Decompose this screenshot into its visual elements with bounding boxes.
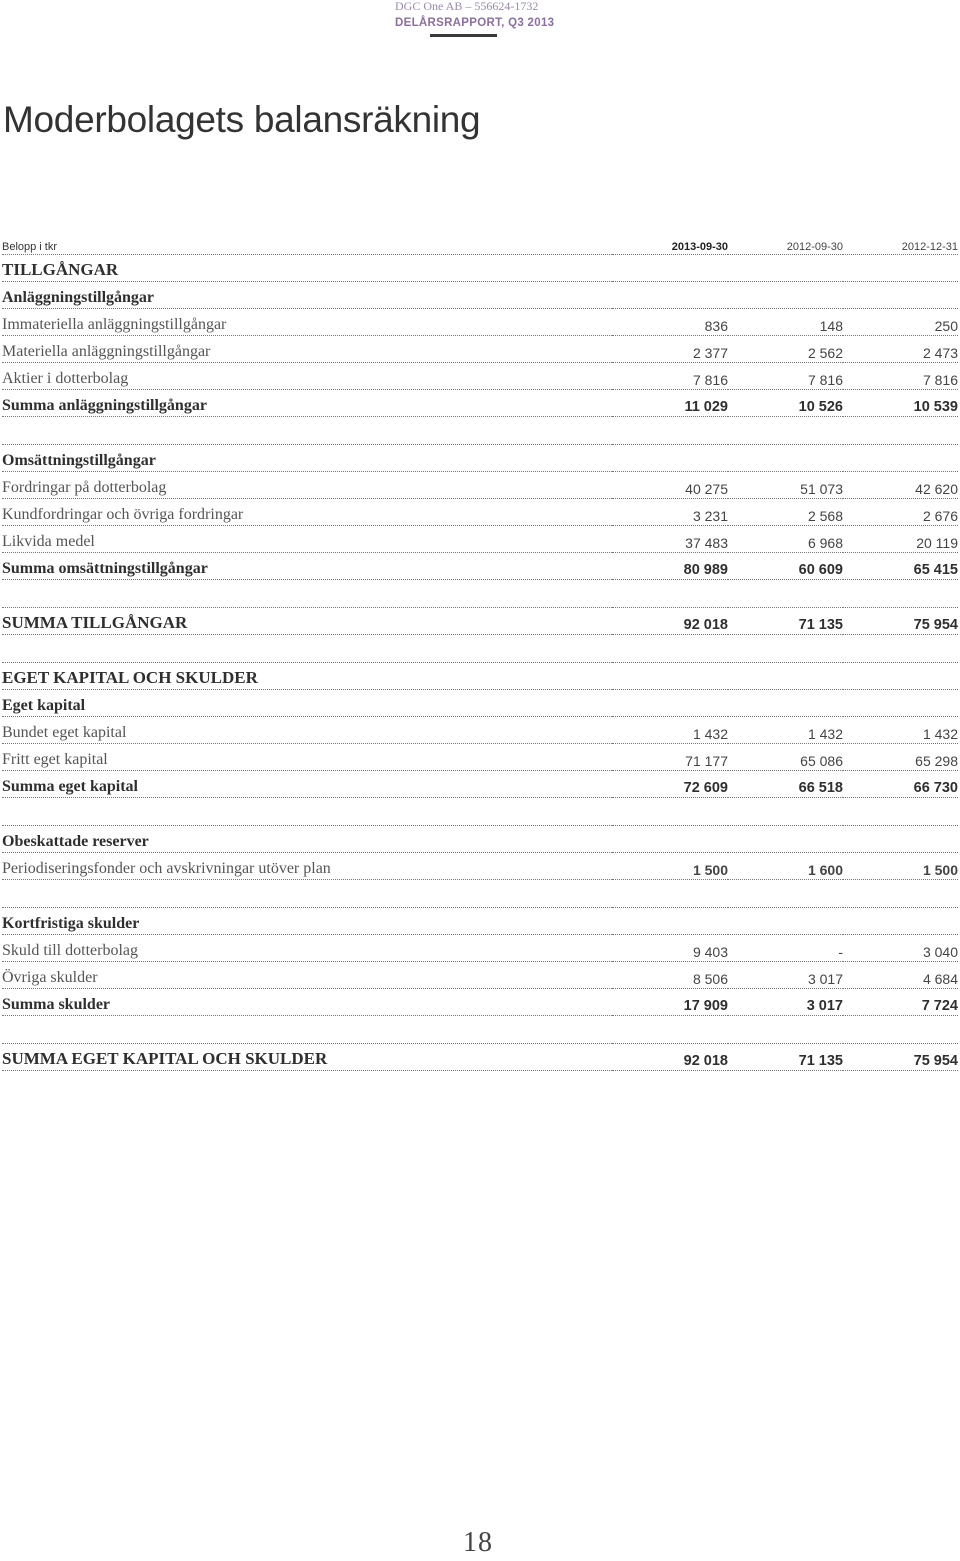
row-label: Omsättningstillgångar xyxy=(2,445,612,472)
value-c2 xyxy=(728,908,843,935)
row-label: Övriga skulder xyxy=(2,962,612,989)
value-c3: 75 954 xyxy=(843,608,958,635)
value-c2: 71 135 xyxy=(728,1044,843,1071)
section-heading-row xyxy=(2,255,958,282)
value-c1: 836 xyxy=(612,309,728,336)
summary-row xyxy=(2,608,958,635)
summary-row xyxy=(2,1044,958,1071)
summary-row xyxy=(2,989,958,1016)
table-row xyxy=(2,336,958,363)
value-c2: 71 135 xyxy=(728,608,843,635)
value-c1: 92 018 xyxy=(612,608,728,635)
value-c3: 65 298 xyxy=(843,744,958,771)
section-heading-row xyxy=(2,663,958,690)
value-c1: 1 432 xyxy=(612,717,728,744)
column-header-2012-09-30: 2012-09-30 xyxy=(728,234,843,255)
spacer-row xyxy=(2,635,958,663)
value-c1: 80 989 xyxy=(612,553,728,580)
summary-row xyxy=(2,771,958,798)
spacer-row xyxy=(2,580,958,608)
value-c1: 7 816 xyxy=(612,363,728,390)
table-row xyxy=(2,744,958,771)
value-c2: 10 526 xyxy=(728,390,843,417)
value-c2 xyxy=(728,255,843,282)
row-label: Aktier i dotterbolag xyxy=(2,363,612,390)
summary-row xyxy=(2,553,958,580)
value-c3 xyxy=(843,445,958,472)
value-c3 xyxy=(843,282,958,309)
value-c3: 2 676 xyxy=(843,499,958,526)
value-c1: 92 018 xyxy=(612,1044,728,1071)
value-c1: 11 029 xyxy=(612,390,728,417)
value-c1: 71 177 xyxy=(612,744,728,771)
value-c1 xyxy=(612,445,728,472)
value-c3 xyxy=(843,690,958,717)
balance-sheet-table xyxy=(2,234,958,1071)
row-label: SUMMA TILLGÅNGAR xyxy=(2,608,612,635)
value-c2: 3 017 xyxy=(728,962,843,989)
value-c1: 40 275 xyxy=(612,472,728,499)
row-label: Summa anläggningstillgångar xyxy=(2,390,612,417)
value-c2 xyxy=(728,282,843,309)
value-c3 xyxy=(843,255,958,282)
value-c2: 51 073 xyxy=(728,472,843,499)
value-c1 xyxy=(612,908,728,935)
row-label: EGET KAPITAL OCH SKULDER xyxy=(2,663,612,690)
row-label: Fritt eget kapital xyxy=(2,744,612,771)
value-c3: 20 119 xyxy=(843,526,958,553)
row-label: Obeskattade reserver xyxy=(2,826,612,853)
value-c3: 7 724 xyxy=(843,989,958,1016)
value-c3: 10 539 xyxy=(843,390,958,417)
row-label: Likvida medel xyxy=(2,526,612,553)
value-c3: 1 432 xyxy=(843,717,958,744)
section-heading-row xyxy=(2,445,958,472)
table-row xyxy=(2,526,958,553)
value-c1: 2 377 xyxy=(612,336,728,363)
column-header-label: Belopp i tkr xyxy=(2,234,612,255)
value-c3: 66 730 xyxy=(843,771,958,798)
value-c2: 60 609 xyxy=(728,553,843,580)
value-c2: 6 968 xyxy=(728,526,843,553)
value-c3 xyxy=(843,826,958,853)
spacer-cell xyxy=(2,1016,958,1044)
section-heading-row xyxy=(2,690,958,717)
value-c1 xyxy=(612,255,728,282)
value-c1: 37 483 xyxy=(612,526,728,553)
value-c1: 1 500 xyxy=(612,853,728,880)
row-label: Summa skulder xyxy=(2,989,612,1016)
value-c2 xyxy=(728,690,843,717)
spacer-row xyxy=(2,880,958,908)
table-row xyxy=(2,853,958,880)
table-row xyxy=(2,472,958,499)
spacer-cell xyxy=(2,580,958,608)
report-line: DELÅRSRAPPORT, Q3 2013 xyxy=(395,17,555,29)
value-c1: 3 231 xyxy=(612,499,728,526)
header-rule xyxy=(430,34,497,37)
section-heading-row xyxy=(2,908,958,935)
value-c2: 1 432 xyxy=(728,717,843,744)
row-label: Periodiseringsfonder och avskrivningar utöver plan xyxy=(2,853,612,880)
row-label: Materiella anläggningstillgångar xyxy=(2,336,612,363)
value-c3: 75 954 xyxy=(843,1044,958,1071)
row-label: SUMMA EGET KAPITAL OCH SKULDER xyxy=(2,1044,612,1071)
value-c1 xyxy=(612,690,728,717)
company-line: DGC One AB – 556624-1732 xyxy=(395,0,539,13)
page-title: Moderbolagets balansräkning xyxy=(3,99,481,140)
value-c1 xyxy=(612,826,728,853)
column-header-2012-12-31: 2012-12-31 xyxy=(843,234,958,255)
spacer-row xyxy=(2,798,958,826)
spacer-cell xyxy=(2,798,958,826)
table-row xyxy=(2,499,958,526)
value-c2: 1 600 xyxy=(728,853,843,880)
value-c1 xyxy=(612,282,728,309)
table-row xyxy=(2,962,958,989)
table-row xyxy=(2,309,958,336)
row-label: Kundfordringar och övriga fordringar xyxy=(2,499,612,526)
value-c3 xyxy=(843,663,958,690)
value-c1: 8 506 xyxy=(612,962,728,989)
row-label: Eget kapital xyxy=(2,690,612,717)
value-c2: 2 562 xyxy=(728,336,843,363)
row-label: Immateriella anläggningstillgångar xyxy=(2,309,612,336)
value-c3: 7 816 xyxy=(843,363,958,390)
value-c1: 9 403 xyxy=(612,935,728,962)
value-c1: 17 909 xyxy=(612,989,728,1016)
value-c3: 65 415 xyxy=(843,553,958,580)
value-c2: 2 568 xyxy=(728,499,843,526)
row-label: Skuld till dotterbolag xyxy=(2,935,612,962)
section-heading-row xyxy=(2,282,958,309)
value-c3: 1 500 xyxy=(843,853,958,880)
page-number: 18 xyxy=(463,1527,493,1558)
row-label: Bundet eget kapital xyxy=(2,717,612,744)
spacer-row xyxy=(2,1016,958,1044)
value-c3: 4 684 xyxy=(843,962,958,989)
row-label: Kortfristiga skulder xyxy=(2,908,612,935)
summary-row xyxy=(2,390,958,417)
value-c2 xyxy=(728,445,843,472)
value-c3: 2 473 xyxy=(843,336,958,363)
value-c2: 65 086 xyxy=(728,744,843,771)
table-row xyxy=(2,935,958,962)
report-header xyxy=(395,0,570,30)
value-c3: 42 620 xyxy=(843,472,958,499)
spacer-row xyxy=(2,417,958,445)
value-c2: 3 017 xyxy=(728,989,843,1016)
value-c2 xyxy=(728,826,843,853)
table-row xyxy=(2,363,958,390)
value-c2: - xyxy=(728,935,843,962)
value-c1 xyxy=(612,663,728,690)
row-label: TILLGÅNGAR xyxy=(2,255,612,282)
value-c2: 148 xyxy=(728,309,843,336)
row-label: Anläggningstillgångar xyxy=(2,282,612,309)
row-label: Summa omsättningstillgångar xyxy=(2,553,612,580)
spacer-cell xyxy=(2,635,958,663)
row-label: Summa eget kapital xyxy=(2,771,612,798)
spacer-cell xyxy=(2,880,958,908)
row-label: Fordringar på dotterbolag xyxy=(2,472,612,499)
value-c1: 72 609 xyxy=(612,771,728,798)
column-header-2013-09-30: 2013-09-30 xyxy=(612,234,728,255)
spacer-cell xyxy=(2,417,958,445)
value-c3: 3 040 xyxy=(843,935,958,962)
value-c3 xyxy=(843,908,958,935)
section-heading-row xyxy=(2,826,958,853)
table-row xyxy=(2,717,958,744)
value-c3: 250 xyxy=(843,309,958,336)
value-c2: 7 816 xyxy=(728,363,843,390)
value-c2 xyxy=(728,663,843,690)
column-header-row xyxy=(2,234,958,255)
value-c2: 66 518 xyxy=(728,771,843,798)
